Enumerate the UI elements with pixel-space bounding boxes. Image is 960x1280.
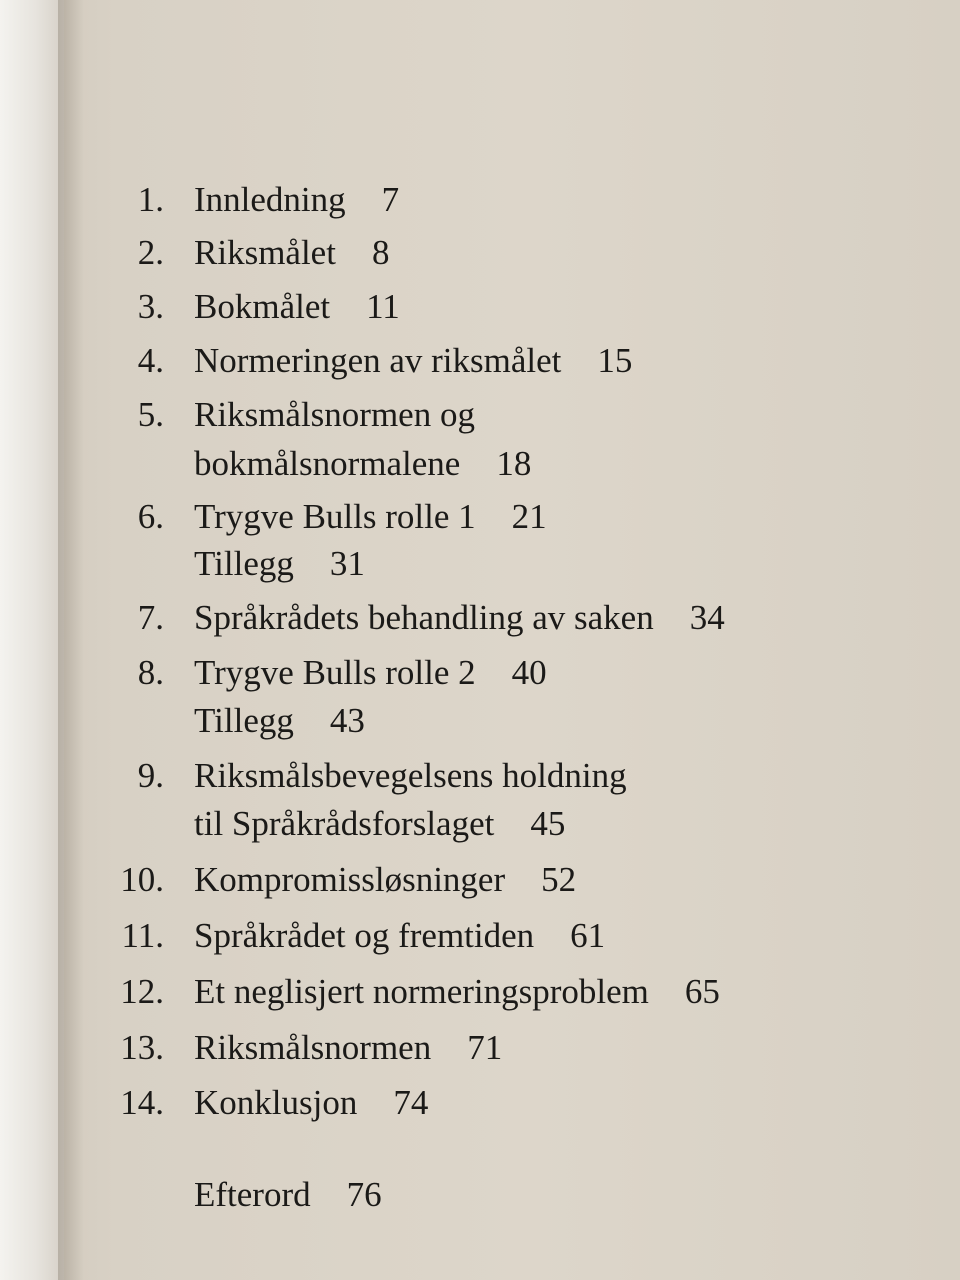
entry-page-number: 7 [381, 180, 400, 219]
entry-page-number: 8 [371, 233, 390, 272]
entry-number: 7. [137, 598, 164, 637]
subentry-page-number: 43 [329, 701, 365, 740]
entry-number: 11. [121, 916, 164, 955]
entry-page-number: 15 [597, 341, 633, 380]
entry-title [194, 343, 632, 378]
entry-number: 5. [137, 395, 164, 434]
subentry-title-text: Tillegg [194, 544, 294, 583]
entry-title [194, 862, 576, 897]
entry-title [194, 600, 725, 635]
entry-number: 4. [137, 341, 164, 380]
entry-title-text: Riksmålet [194, 233, 336, 272]
entry-page-number: 11 [366, 287, 400, 326]
entry-number: 10. [120, 860, 164, 899]
entry-title-continuation [194, 806, 565, 841]
entry-number: 13. [120, 1028, 164, 1067]
entry-page-number: 74 [393, 1083, 429, 1122]
entry-title: Riksmålsbevegelsens holdning [194, 756, 627, 795]
entry-title-text: Trygve Bulls rolle 1 [194, 497, 476, 536]
entry-title-text: Kompromissløsninger [194, 860, 506, 899]
entry-title [194, 1030, 502, 1065]
subentry-page-number: 31 [329, 544, 365, 583]
entry-title-text: bokmålsnormalene [194, 444, 461, 483]
entry-number: 6. [137, 497, 164, 536]
entry-title [194, 655, 547, 690]
entry-title-text: Normeringen av riksmålet [194, 341, 562, 380]
entry-number: 2. [137, 233, 164, 272]
entry-page-number: 18 [496, 444, 532, 483]
entry-title-text: til Språkrådsforslaget [194, 804, 495, 843]
entry-title-continuation [194, 446, 531, 481]
entry-title [194, 182, 399, 217]
afterword-page-number: 76 [346, 1175, 382, 1214]
entry-number: 1. [137, 180, 164, 219]
entry-page-number: 71 [467, 1028, 503, 1067]
entry-page-number: 52 [541, 860, 577, 899]
subentry-title [194, 546, 365, 581]
entry-number: 3. [137, 287, 164, 326]
entry-title [194, 289, 400, 324]
afterword-title-text: Efterord [194, 1175, 311, 1214]
subentry-title-text: Tillegg [194, 701, 294, 740]
entry-title [194, 1085, 428, 1120]
entry-title-text: Konklusjon [194, 1083, 358, 1122]
entry-title-text: Bokmålet [194, 287, 331, 326]
entry-title: Riksmålsnormen og [194, 395, 475, 434]
entry-title-text: Trygve Bulls rolle 2 [194, 653, 476, 692]
entry-title-text: Språkrådet og fremtiden [194, 916, 535, 955]
entry-number: 12. [120, 972, 164, 1011]
entry-title-text: Et neglisjert normeringsproblem [194, 972, 649, 1011]
entry-page-number: 61 [570, 916, 606, 955]
entry-number: 14. [120, 1083, 164, 1122]
entry-title-text: Riksmålsnormen [194, 1028, 432, 1067]
entry-title [194, 918, 605, 953]
entry-title [194, 974, 720, 1009]
entry-page-number: 40 [511, 653, 547, 692]
entry-page-number: 34 [689, 598, 725, 637]
entry-page-number: 65 [684, 972, 720, 1011]
entry-page-number: 21 [511, 497, 547, 536]
entry-title [194, 235, 389, 270]
entry-number: 8. [137, 653, 164, 692]
entry-page-number: 45 [530, 804, 566, 843]
subentry-title [194, 703, 365, 738]
entry-title [194, 499, 547, 534]
afterword-title [194, 1177, 382, 1212]
entry-title-text: Språkrådets behandling av saken [194, 598, 654, 637]
entry-number: 9. [137, 756, 164, 795]
entry-title-text: Innledning [194, 180, 346, 219]
